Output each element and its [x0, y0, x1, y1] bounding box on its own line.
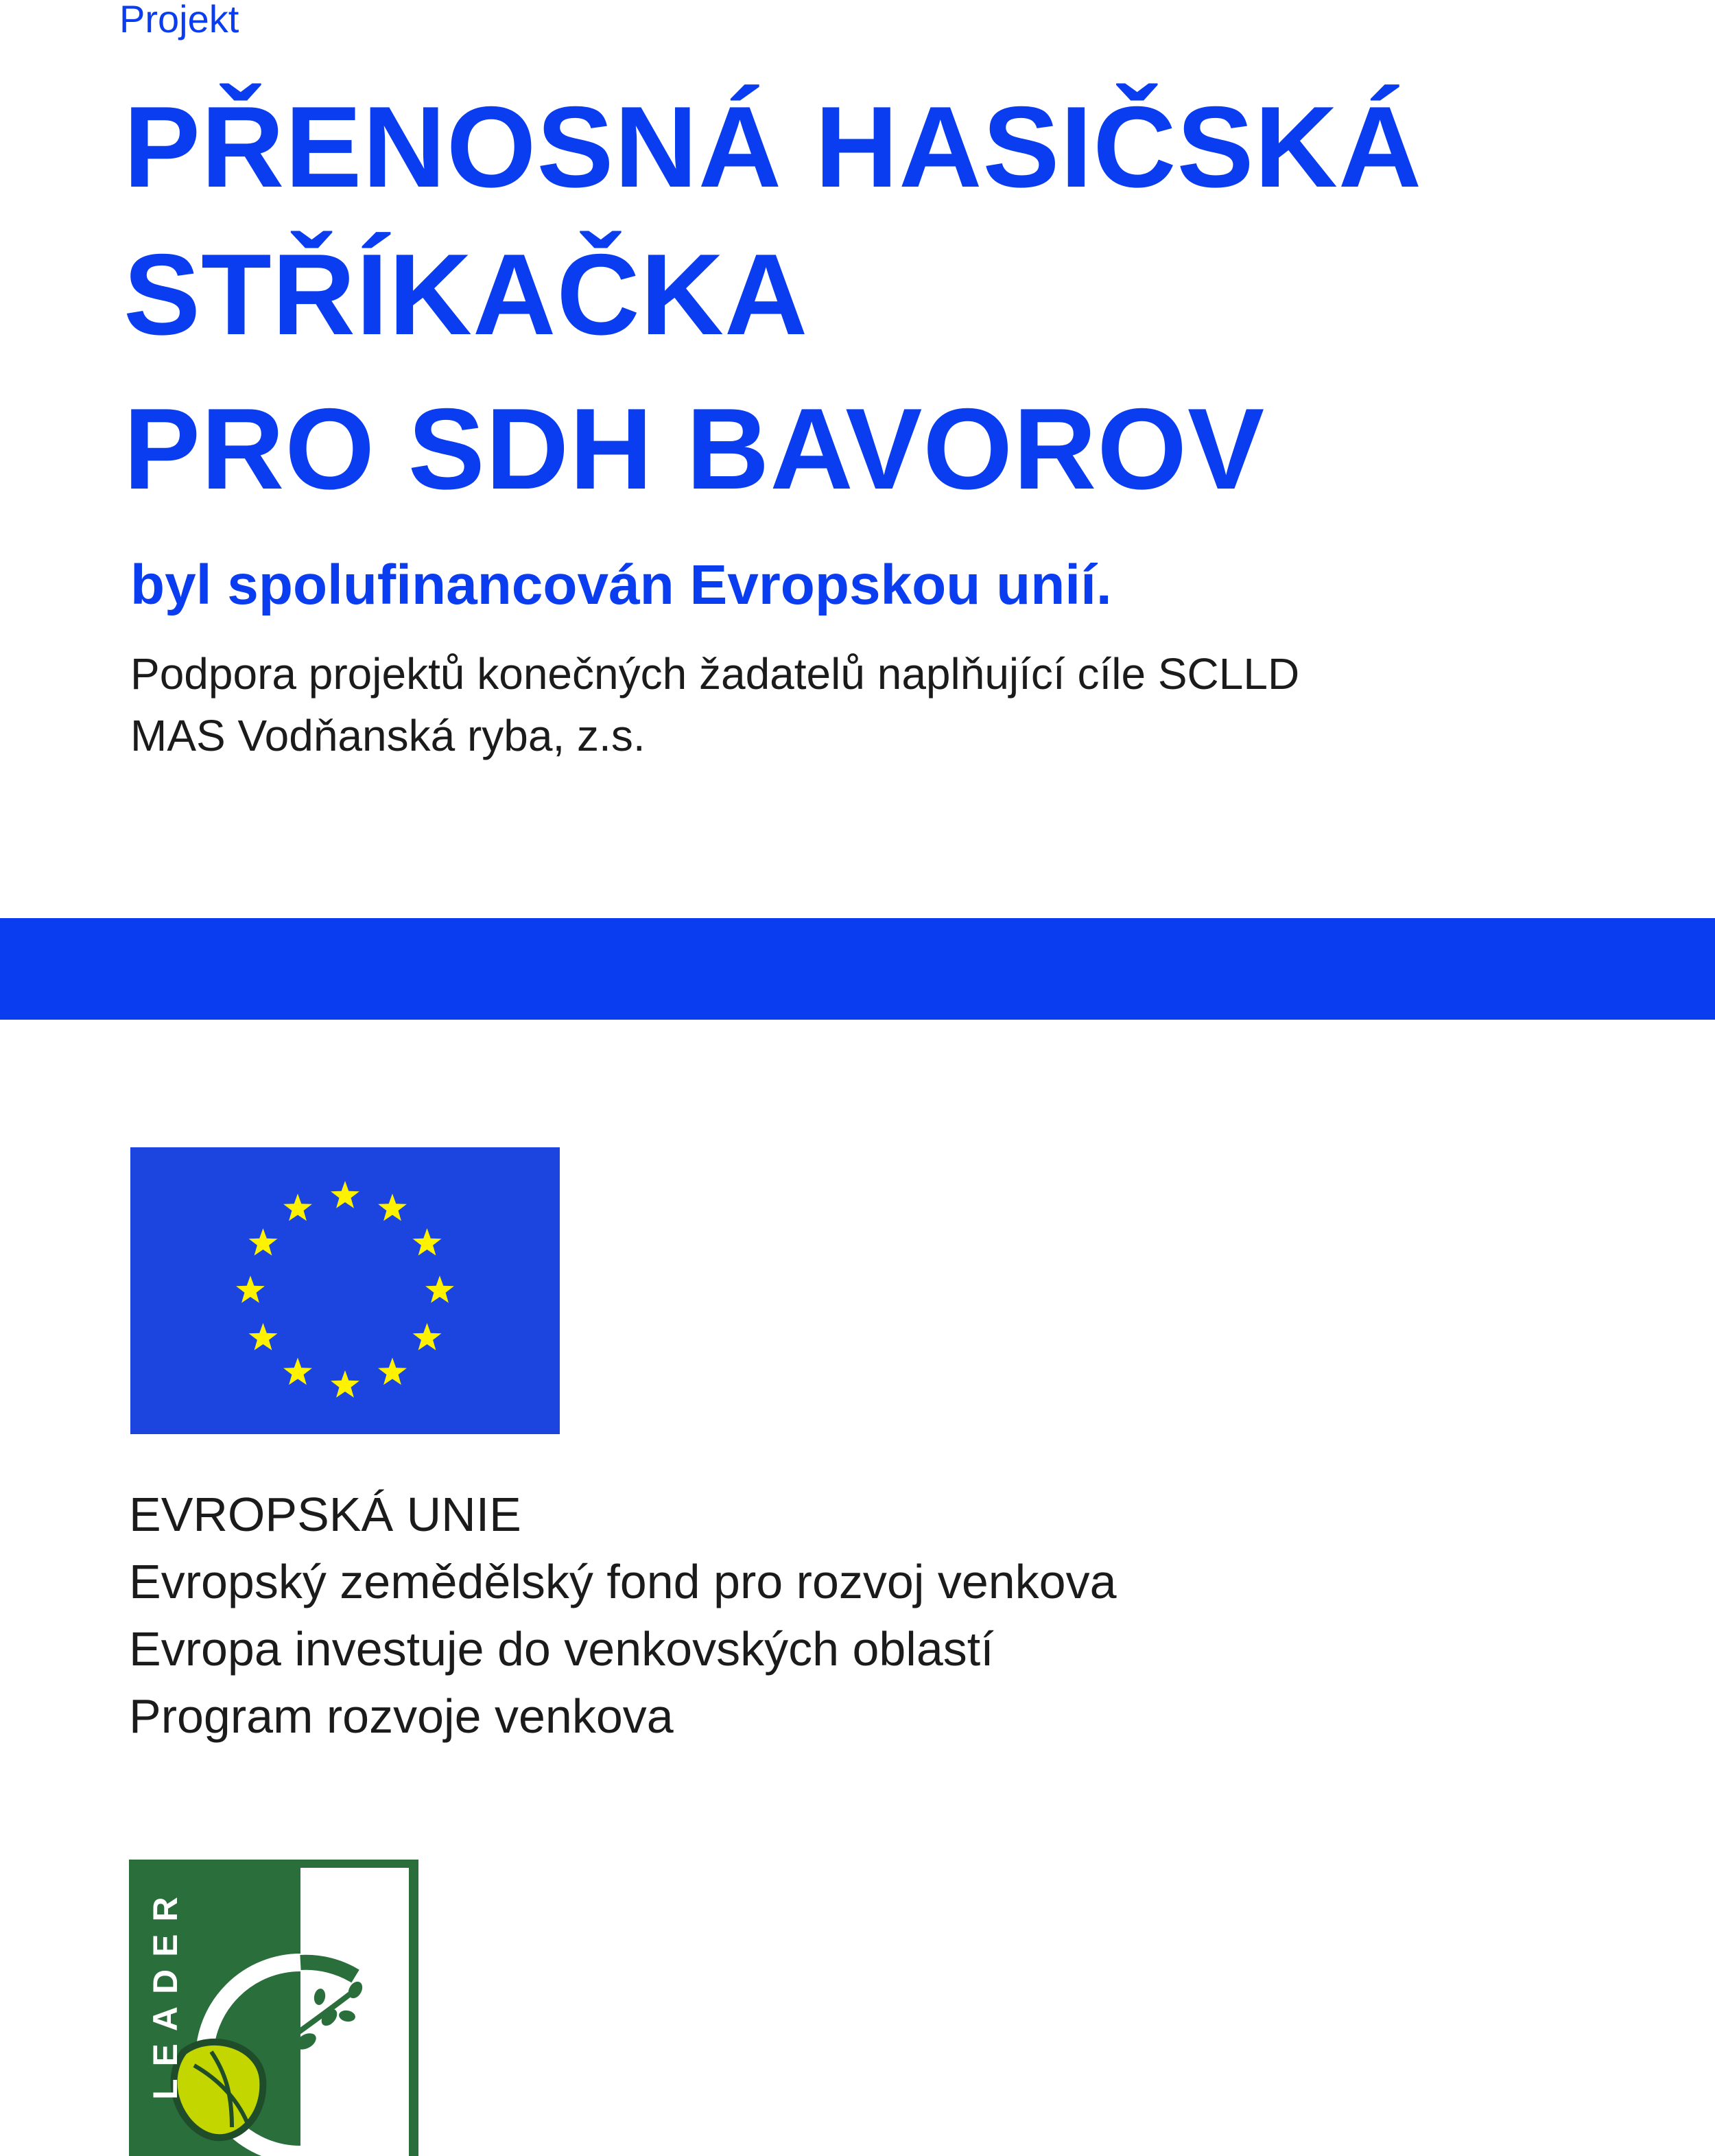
cofinanced-subtitle: byl spolufinancován Evropskou unií. [130, 554, 1112, 616]
description-line-2: MAS Vodňanská ryba, z.s. [130, 711, 646, 760]
eu-flag-icon [130, 1147, 560, 1434]
leader-logo-icon [129, 1860, 418, 2156]
project-title-line-1: PŘENOSNÁ HASIČSKÁ [123, 82, 1423, 211]
eu-fund-line: Evropský zemědělský fond pro rozvoj venkova [129, 1555, 1117, 1608]
description-line-1: Podpora projektů konečných žadatelů naplňující cíle SCLLD [130, 649, 1300, 699]
project-title-line-2: STŘÍKAČKA [123, 230, 809, 359]
blue-divider-band [0, 918, 1715, 1020]
project-label: Projekt [119, 0, 239, 40]
leader-wordmark: LEADER [146, 1884, 185, 2100]
leader-logo-green-panel [284, 1868, 300, 2156]
eu-program-line: Program rozvoje venkova [129, 1689, 674, 1743]
project-title-line-3: PRO SDH BAVOROV [123, 384, 1266, 513]
eu-heading: EVROPSKÁ UNIE [129, 1488, 521, 1541]
eu-slogan-line: Evropa investuje do venkovských oblastí [129, 1622, 994, 1676]
